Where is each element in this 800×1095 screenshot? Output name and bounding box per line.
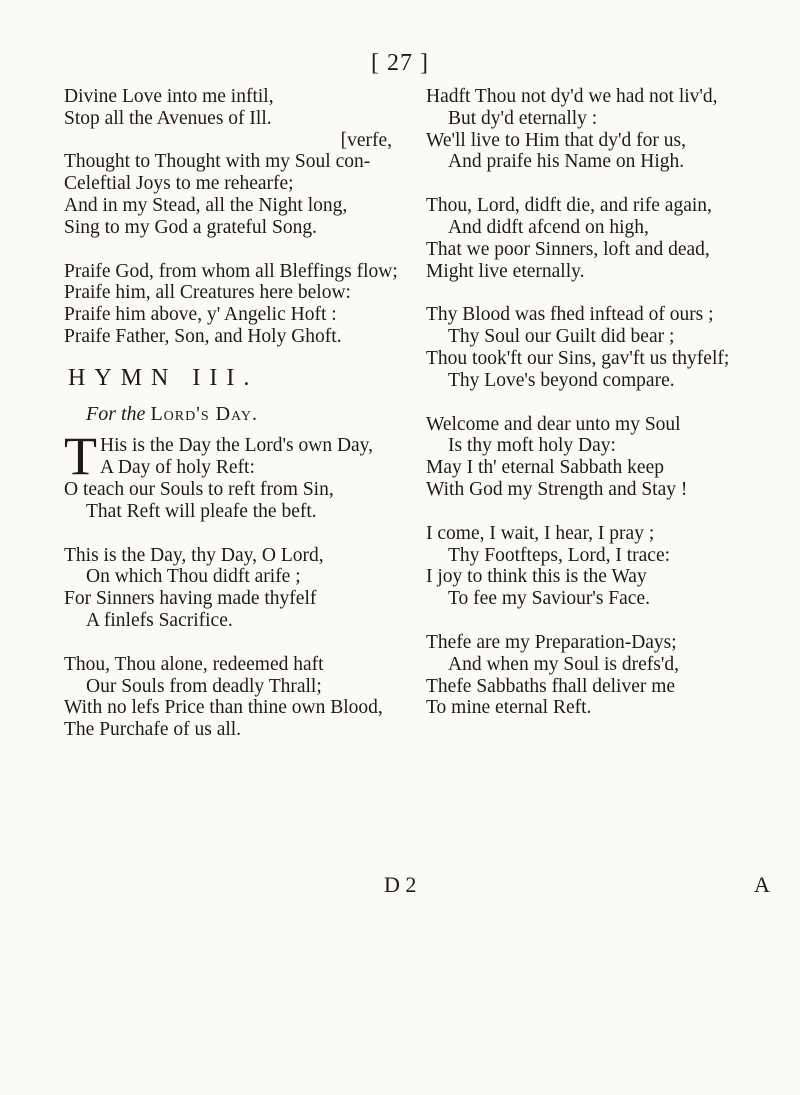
verse-line: A Day of holy Reft: [100, 457, 255, 479]
drop-cap: T [64, 426, 97, 487]
verse-line: I joy to think this is the Way [426, 566, 647, 588]
stanza [426, 632, 771, 719]
verse-line: But dy'd eternally : [448, 107, 598, 129]
verse-line: Thought to Thought with my Soul con- [64, 151, 371, 173]
verse-line: This is the Day, thy Day, O Lord, [64, 544, 324, 566]
catchword: A [754, 872, 770, 897]
verse-line: Might live eternally. [426, 260, 585, 282]
hymn-title: HYMN III. [68, 364, 259, 391]
verse-line: Thy Love's beyond compare. [448, 369, 675, 391]
verse-line: Thefe are my Preparation-Days; [426, 631, 677, 653]
verse-line: Sing to my God a grateful Song. [64, 216, 317, 238]
hymn-subtitle [86, 404, 414, 426]
verse-line: Thy Soul our Guilt did bear ; [448, 326, 675, 348]
verse-line: Praife God, from whom all Bleffings flow; [64, 260, 398, 282]
page-number: [ 27 ] [371, 50, 429, 76]
stanza [426, 195, 771, 282]
verse-line: Hadft Thou not dy'd we had not liv'd, [426, 86, 718, 107]
hymn-stanza-1 [64, 426, 414, 522]
verse-line: Thou, Lord, didft die, and rife again, [426, 195, 712, 217]
subtitle-name: Lord's Day. [150, 402, 258, 425]
verse-line: Celeftial Joys to me rehearfe; [64, 173, 294, 195]
verse-line: To fee my Saviour's Face. [448, 588, 650, 610]
verse-line: Praife him, all Creatures here below: [64, 282, 351, 304]
hymn-stanza-2 [64, 545, 414, 632]
right-column [426, 86, 771, 719]
verse-line: To mine eternal Reft. [426, 697, 592, 719]
verse-line: And praife his Name on High. [448, 151, 685, 173]
verse-line: Stop all the Avenues of Ill. [64, 107, 272, 129]
verse-line: And didft afcend on high, [448, 216, 649, 238]
verse-line-turnover: [verfe, [340, 129, 392, 151]
verse-line: Thy Blood was fhed inftead of ours ; [426, 304, 714, 326]
stanza [426, 86, 771, 173]
verse-line: And when my Soul is drefs'd, [448, 653, 680, 675]
verse-line: Divine Love into me inftil, [64, 86, 274, 107]
verse-line: I come, I wait, I hear, I pray ; [426, 522, 655, 544]
verse-line: On which Thou didft arife ; [86, 566, 301, 588]
verse-line: We'll live to Him that dy'd for us, [426, 129, 687, 151]
verse-line: Thou, Thou alone, redeemed haft [64, 653, 324, 675]
verse-line: For Sinners having made thyfelf [64, 588, 317, 610]
verse-line: O teach our Souls to reft from Sin, [64, 478, 334, 500]
verse-line: That Reft will pleafe the beft. [86, 500, 317, 522]
verse-line: His is the Day the Lord's own Day, [100, 435, 374, 457]
stanza [426, 304, 771, 391]
verse-line: Our Souls from deadly Thrall; [86, 675, 322, 697]
verse-line: The Purchafe of us all. [64, 719, 242, 741]
doxology [64, 261, 414, 348]
verse-line: That we poor Sinners, loft and dead, [426, 238, 710, 260]
stanza-intro [64, 86, 414, 239]
verse-line: A finlefs Sacrifice. [86, 609, 233, 631]
left-column [64, 86, 414, 741]
verse-line: Thefe Sabbaths fhall deliver me [426, 675, 676, 697]
verse-line: Praife Father, Son, and Holy Ghoft. [64, 325, 342, 347]
verse-line: May I th' eternal Sabbath keep [426, 457, 664, 479]
hymn-stanza-3 [64, 654, 414, 741]
page-footer [0, 872, 800, 902]
verse-line: And in my Stead, all the Night long, [64, 194, 348, 216]
verse-line: Thou took'ft our Sins, gav'ft us thyfelf; [426, 347, 730, 369]
subtitle-prefix: For the [86, 402, 146, 425]
stanza [426, 414, 771, 501]
verse-line: Praife him above, y' Angelic Hoft : [64, 304, 337, 326]
signature-mark: D 2 [384, 872, 417, 897]
verse-line: Thy Footfteps, Lord, I trace: [448, 544, 671, 566]
verse-line: Welcome and dear unto my Soul [426, 413, 681, 435]
verse-line: With God my Strength and Stay ! [426, 478, 688, 500]
verse-line: Is thy moft holy Day: [448, 435, 616, 457]
verse-line: With no lefs Price than thine own Blood, [64, 697, 383, 719]
stanza [426, 523, 771, 610]
